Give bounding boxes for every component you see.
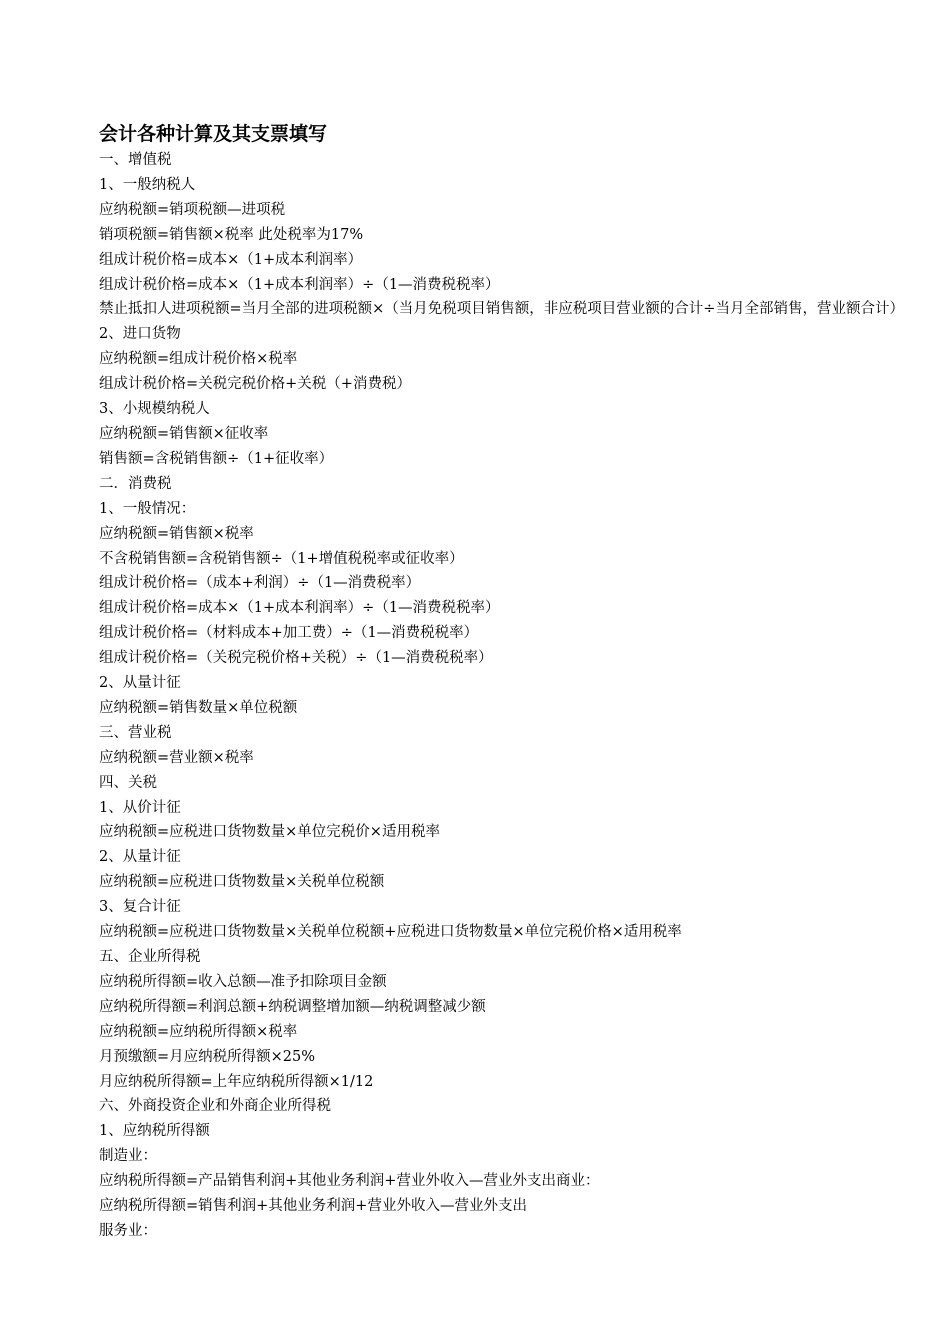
formula-line: 组成计税价格=（材料成本+加工费）÷（1—消费税税率）: [99, 625, 479, 642]
formula-line: 禁止抵扣人进项税额=当月全部的进项税额×（当月免税项目销售额，非应税项目营业额的合计÷当月全部销售，营业额合计）: [99, 301, 904, 318]
section-heading-customs-duty: 四、关税: [99, 774, 157, 791]
section-heading-consumption-tax: 二．消费税: [99, 475, 172, 492]
section-heading-corporate-income-tax: 五、企业所得税: [99, 949, 201, 965]
formula-line: 应纳税所得额=销售利润+其他业务利润+营业外收入—营业外支出: [99, 1198, 527, 1215]
formula-line: 应纳税额=应纳税所得额×税率: [99, 1023, 298, 1040]
formula-line: 应纳税额=应税进口货物数量×关税单位税额+应税进口货物数量×单位完税价格×适用税率: [99, 924, 682, 941]
formula-line: 应纳税额=销项税额—进项税: [99, 201, 286, 218]
formula-line: 应纳税额=销售额×税率: [99, 525, 254, 542]
formula-line: 组成计税价格=（成本+利润）÷（1—消费税率）: [99, 575, 421, 592]
formula-line: 应纳税所得额=收入总额—准予扣除项目金额: [99, 973, 387, 990]
subheading-quantity-based: 2、从量计征: [99, 849, 181, 866]
subheading-general-taxpayer: 1、一般纳税人: [99, 176, 196, 193]
subheading-compound: 3、复合计征: [99, 899, 181, 916]
formula-line: 应纳税额=应税进口货物数量×单位完税价×适用税率: [99, 824, 440, 841]
industry-label-manufacturing: 制造业：: [99, 1148, 157, 1165]
document-body: [99, 148, 914, 1244]
formula-line: 组成计税价格=成本×（1+成本利润率）: [99, 251, 363, 268]
formula-line: 销项税额=销售额×税率 此处税率为17%: [99, 226, 364, 243]
subheading-taxable-income: 1、应纳税所得额: [99, 1123, 210, 1140]
document-page: [99, 120, 914, 1244]
formula-line: 销售额=含税销售额÷（1+征收率）: [99, 450, 334, 467]
industry-label-services: 服务业：: [99, 1222, 157, 1239]
formula-line: 应纳税所得额=产品销售利润+其他业务利润+营业外收入—营业外支出商业：: [99, 1173, 600, 1190]
formula-line: 月应纳税所得额=上年应纳税所得额×1/12: [99, 1073, 374, 1090]
formula-line: 应纳税额=应税进口货物数量×关税单位税额: [99, 874, 385, 891]
formula-line: 组成计税价格=（关税完税价格+关税）÷（1—消费税税率）: [99, 650, 493, 667]
subheading-ad-valorem: 1、从价计征: [99, 799, 181, 816]
subheading-small-taxpayer: 3、小规模纳税人: [99, 401, 210, 418]
formula-line: 组成计税价格=成本×（1+成本利润率）÷（1—消费税税率）: [99, 276, 500, 293]
formula-line: 不含税销售额=含税销售额÷（1+增值税税率或征收率）: [99, 550, 464, 567]
section-heading-foreign-enterprise-tax: 六、外商投资企业和外商企业所得税: [99, 1098, 331, 1115]
document-title: 会计各种计算及其支票填写: [99, 123, 328, 145]
formula-line: 组成计税价格=成本×（1+成本利润率）÷（1—消费税税率）: [99, 600, 500, 617]
formula-line: 月预缴额=月应纳税所得额×25%: [99, 1048, 316, 1065]
formula-line: 应纳税额=组成计税价格×税率: [99, 351, 298, 368]
subheading-import-goods: 2、进口货物: [99, 326, 181, 343]
section-heading-business-tax: 三、营业税: [99, 724, 172, 741]
subheading-quantity-based: 2、从量计征: [99, 675, 181, 692]
formula-line: 应纳税额=销售额×征收率: [99, 425, 269, 442]
formula-line: 应纳税额=销售数量×单位税额: [99, 699, 298, 716]
subheading-general-case: 1、一般情况：: [99, 500, 196, 517]
formula-line: 应纳税额=营业额×税率: [99, 749, 254, 766]
formula-line: 应纳税所得额=利润总额+纳税调整增加额—纳税调整减少额: [99, 998, 486, 1015]
formula-line: 组成计税价格=关税完税价格+关税（+消费税）: [99, 376, 411, 393]
section-heading-vat: 一、增值税: [99, 152, 172, 168]
